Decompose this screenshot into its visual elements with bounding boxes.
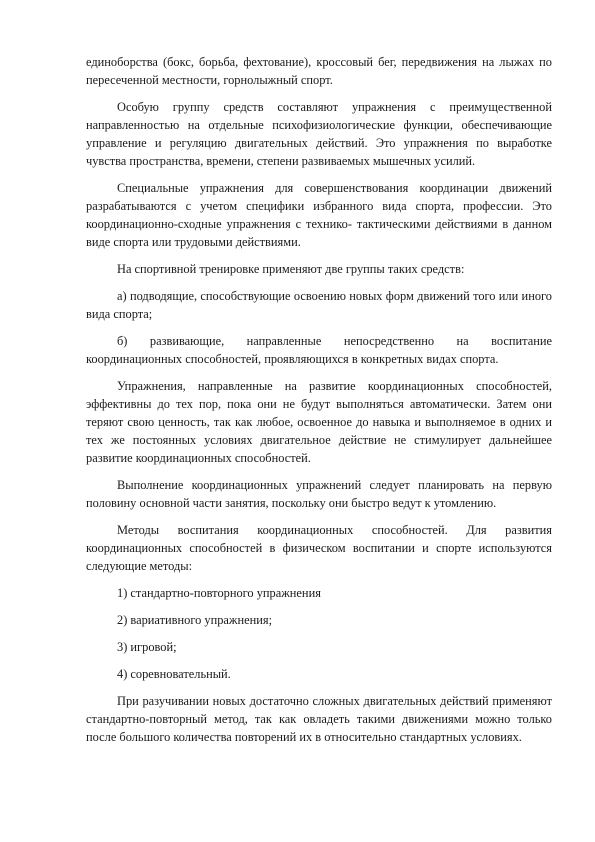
paragraph-item-b: б) развивающие, направленные непосредственно на воспитание координационных способностей, проявляющихся в конкретных видах спорта. xyxy=(86,334,552,366)
paragraph-methods-intro: Методы воспитания координационных способностей. Для развития координационных способностей в физическом воспитании и спорте используются следующие методы: xyxy=(86,523,552,573)
paragraph-item-a: а) подводящие, способствующие освоению новых форм движений того или иного вида спорта; xyxy=(86,289,552,321)
paragraph-special-exercises: Специальные упражнения для совершенствования координации движений разрабатываются с учетом специфики избранного вида спорта, профессии. Это координационно-сходные упражнения с технико- тактическими действиями в данном виде спорта или трудовыми действиями. xyxy=(86,181,552,249)
paragraph-sports-list: единоборства (бокс, борьба, фехтование), кроссовый бег, передвижения на лыжах по пересеченной местности, горнолыжный спорт. xyxy=(86,55,552,87)
paragraph-planning: Выполнение координационных упражнений следует планировать на первую половину основной части занятия, поскольку они быстро ведут к утомлению. xyxy=(86,478,552,510)
list-item-method-3: 3) игровой; xyxy=(117,640,177,654)
paragraph-psychophysiological: Особую группу средств составляют упражнения с преимущественной направленностью на отдельные психофизиологические функции, обеспечивающие управление и регуляцию двигательных действий. Это упражнения по выработке чувства пространства, времени, степени развиваемых мышечных усилий. xyxy=(86,100,552,168)
paragraph-effectiveness: Упражнения, направленные на развитие координационных способностей, эффективны до тех пор, пока они не будут выполняться автоматически. Затем они теряют свою ценность, так как любое, освоенное до навыка и выполняемое в одних и тех же постоянных условиях двигательное действие не стимулирует дальнейшее развитие координационных способностей. xyxy=(86,379,552,465)
paragraph-two-groups: На спортивной тренировке применяют две группы таких средств: xyxy=(117,262,465,276)
paragraph-standard-repetition: При разучивании новых достаточно сложных двигательных действий применяют стандартно-повторный метод, так как овладеть такими движениями можно только после большого количества повторений их в относительно стандартных условиях. xyxy=(86,694,552,744)
page-body xyxy=(86,53,552,755)
list-item-method-2: 2) вариативного упражнения; xyxy=(117,613,273,627)
list-item-method-1: 1) стандартно-повторного упражнения xyxy=(117,586,321,600)
list-item-method-4: 4) соревновательный. xyxy=(117,667,231,681)
